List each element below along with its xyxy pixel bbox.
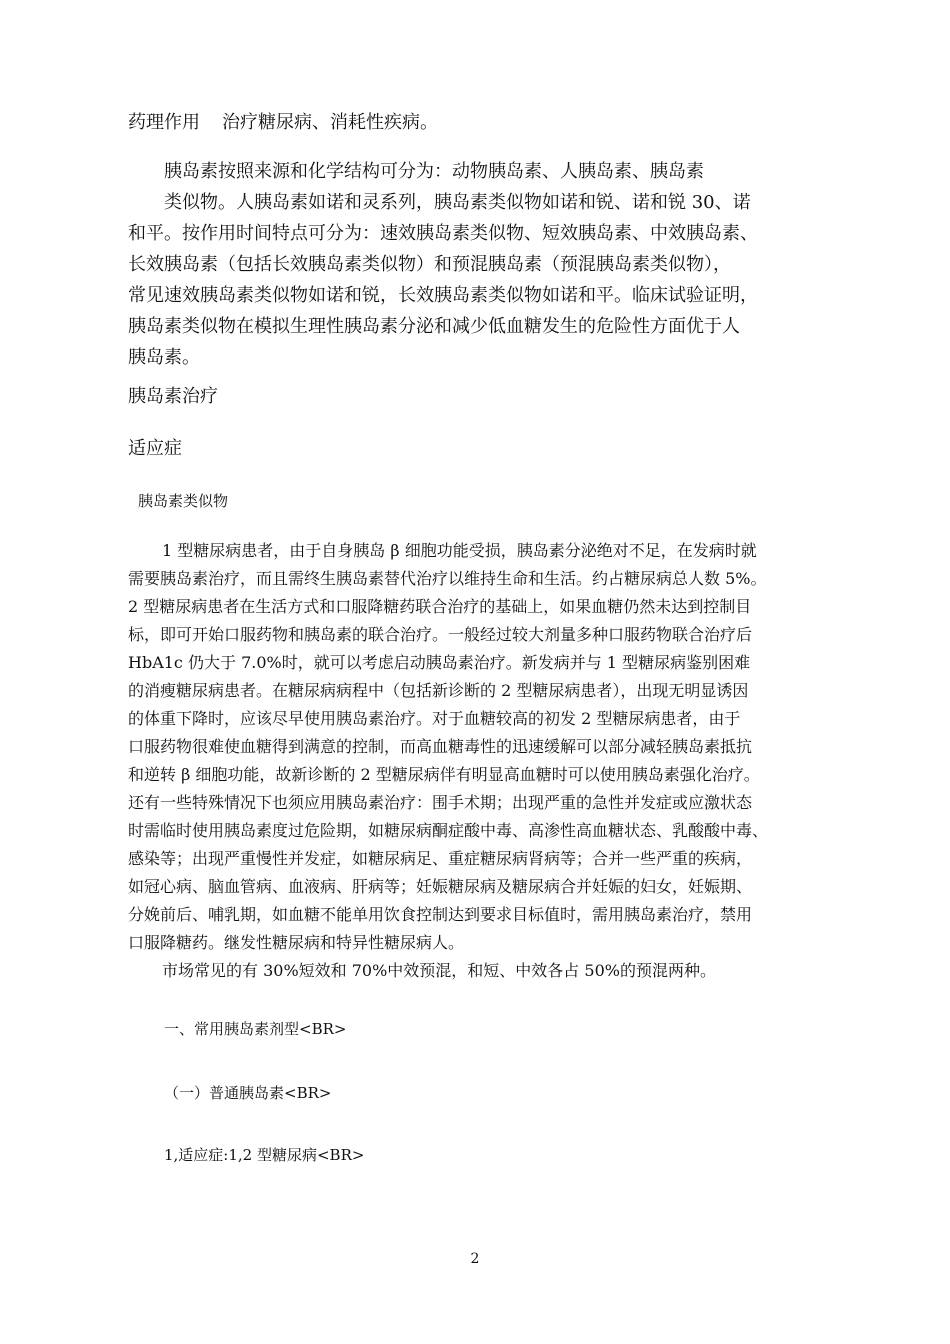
pharmacology-text: 治疗糖尿病、消耗性疾病。: [222, 112, 438, 133]
pharmacology-heading-line: [128, 108, 438, 134]
intro-line: 和平。按作用时间特点可分为：速效胰岛素类似物、短效胰岛素、中效胰岛素、: [128, 223, 758, 244]
item-heading-indication: 1,适应症:1,2 型糖尿病<BR>: [164, 1146, 365, 1164]
body-line: 2 型糖尿病患者在生活方式和口服降糖药联合治疗的基础上，如果血糖仍然未达到控制目: [128, 597, 752, 616]
body-line: 的消瘦糖尿病患者。在糖尿病病程中（包括新诊断的 2 型糖尿病患者），出现无明显诱因: [128, 681, 749, 700]
body-line: 的体重下降时，应该尽早使用胰岛素治疗。对于血糖较高的初发 2 型糖尿病患者，由于: [128, 709, 741, 728]
body-line: 时需临时使用胰岛素度过危险期，如糖尿病酮症酸中毒、高渗性高血糖状态、乳酸酸中毒、: [128, 821, 769, 840]
body-line: 1 型糖尿病患者，由于自身胰岛 β 细胞功能受损，胰岛素分泌绝对不足，在发病时就: [162, 541, 757, 560]
section-heading-dosage-forms: 一、常用胰岛素剂型<BR>: [164, 1020, 347, 1038]
intro-line: 长效胰岛素（包括长效胰岛素类似物）和预混胰岛素（预混胰岛素类似物），: [128, 254, 731, 275]
intro-line: 胰岛素类似物在模拟生理性胰岛素分泌和减少低血糖发生的危险性方面优于人: [128, 316, 740, 337]
analog-heading: 胰岛素类似物: [138, 492, 229, 510]
page-number: 2: [470, 1251, 480, 1267]
subsection-heading-regular-insulin: （一）普通胰岛素<BR>: [164, 1084, 332, 1102]
body-line: 市场常见的有 30%短效和 70%中效预混，和短、中效各占 50%的预混两种。: [162, 961, 716, 980]
body-line: 感染等；出现严重慢性并发症，如糖尿病足、重症糖尿病肾病等；合并一些严重的疾病，: [128, 849, 753, 868]
body-line: 口服降糖药。继发性糖尿病和特异性糖尿病人。: [128, 933, 465, 952]
intro-line: 胰岛素。: [128, 347, 200, 368]
body-line: 分娩前后、哺乳期，如血糖不能单用饮食控制达到要求目标值时，需用胰岛素治疗，禁用: [128, 905, 753, 924]
intro-line: 常见速效胰岛素类似物如诺和锐，长效胰岛素类似物如诺和平。临床试验证明，: [128, 285, 758, 306]
body-line: 标，即可开始口服药物和胰岛素的联合治疗。一般经过较大剂量多种口服药物联合治疗后: [128, 625, 753, 644]
intro-line: 胰岛素按照来源和化学结构可分为：动物胰岛素、人胰岛素、胰岛素: [164, 161, 704, 182]
body-line: 口服药物很难使血糖得到满意的控制，而高血糖毒性的迅速缓解可以部分减轻胰岛素抵抗: [128, 737, 753, 756]
indication-heading: 适应症: [128, 438, 182, 459]
body-line: 和逆转 β 细胞功能，故新诊断的 2 型糖尿病伴有明显高血糖时可以使用胰岛素强化治疗。: [128, 765, 760, 784]
body-line: 如冠心病、脑血管病、血液病、肝病等；妊娠糖尿病及糖尿病合并妊娠的妇女，妊娠期、: [128, 877, 753, 896]
intro-line: 类似物。人胰岛素如诺和灵系列，胰岛素类似物如诺和锐、诺和锐 30、诺: [164, 192, 751, 213]
body-line: HbA1c 仍大于 7.0%时，就可以考虑启动胰岛素治疗。新发病并与 1 型糖尿病鉴别困难: [128, 653, 751, 672]
body-line: 需要胰岛素治疗，而且需终生胰岛素替代治疗以维持生命和生活。约占糖尿病总人数 5%。: [128, 569, 767, 588]
body-line: 还有一些特殊情况下也须应用胰岛素治疗：围手术期；出现严重的急性并发症或应激状态: [128, 793, 753, 812]
intro-paragraph: [128, 156, 828, 373]
therapy-heading: 胰岛素治疗: [128, 386, 218, 407]
pharmacology-label: 药理作用: [128, 112, 200, 133]
indication-paragraph: [128, 537, 828, 985]
